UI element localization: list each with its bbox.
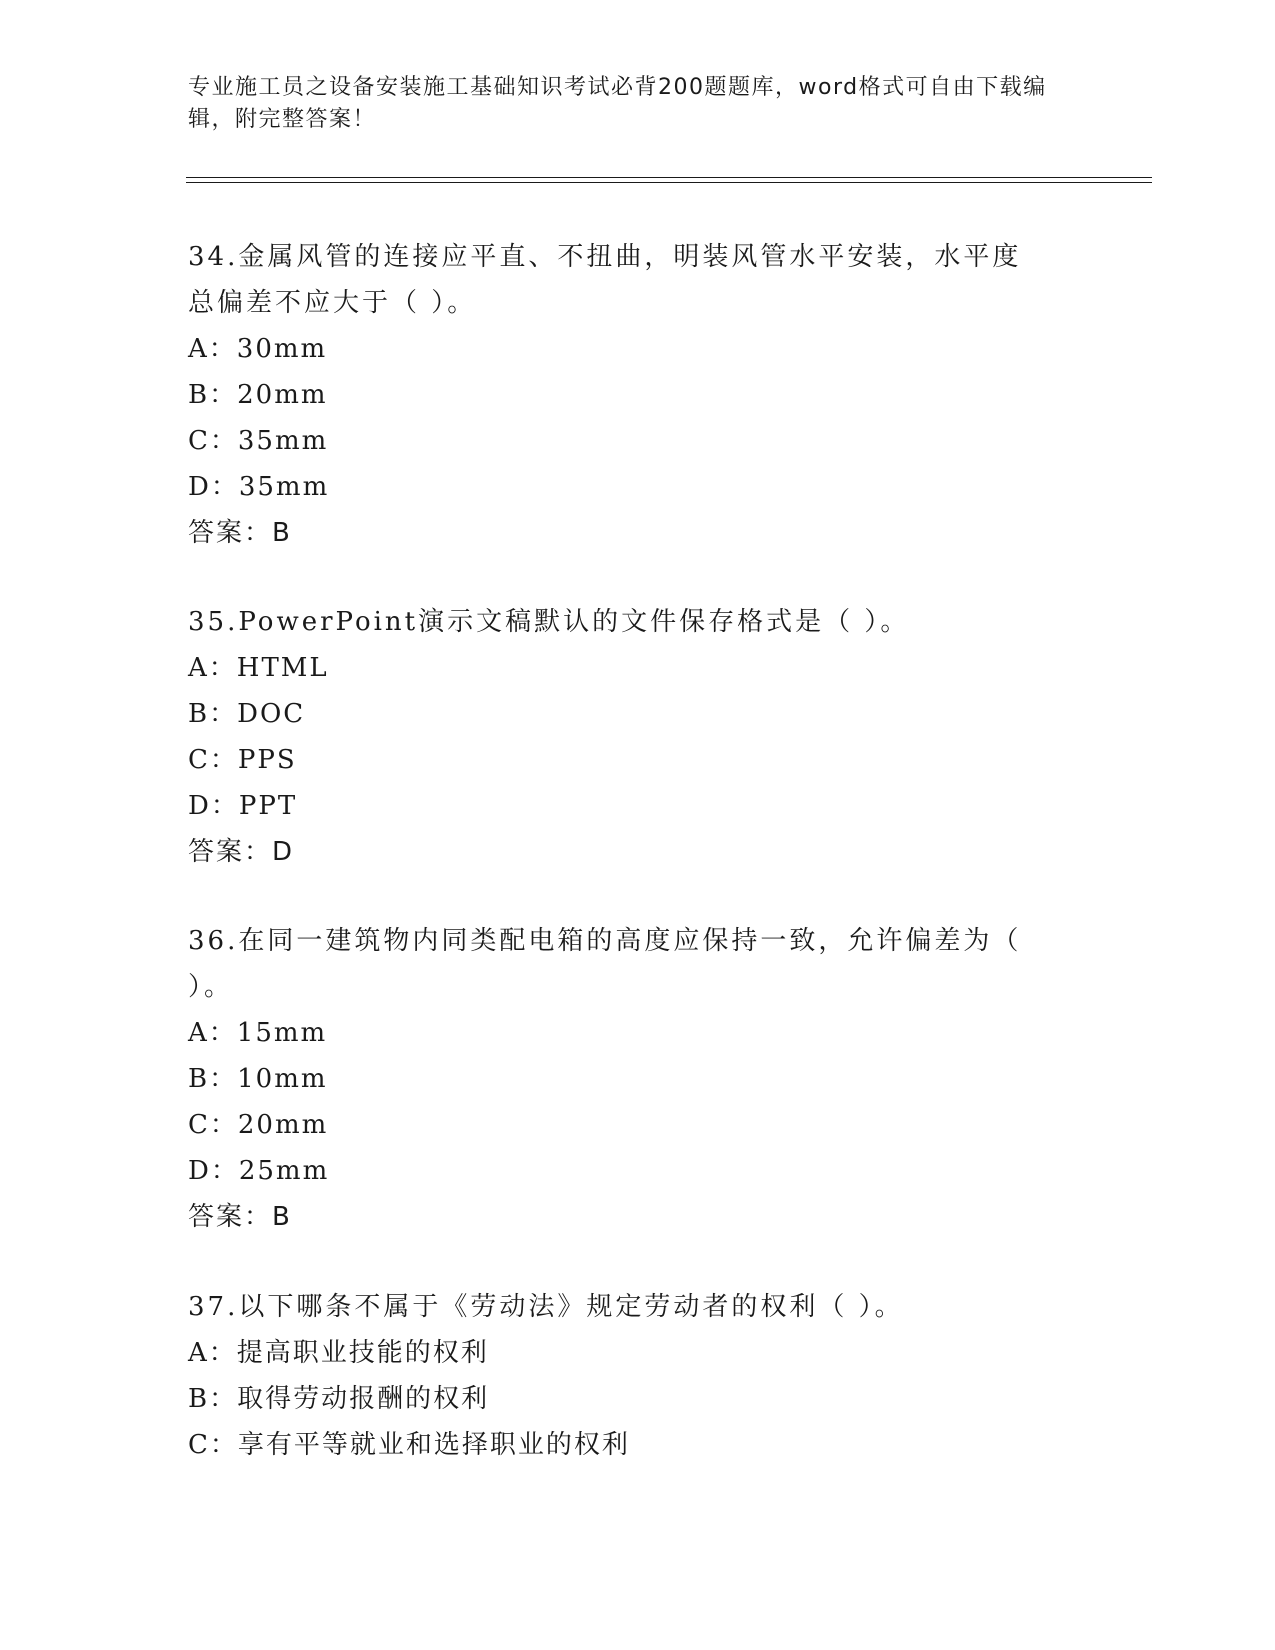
answer: 答案：D — [188, 837, 295, 867]
answer: 答案：B — [188, 1202, 292, 1232]
header-divider-top — [186, 177, 1152, 178]
option-b: B：20mm — [188, 380, 328, 410]
option-d: D：PPT — [188, 791, 298, 821]
question-34 — [188, 234, 1088, 556]
option-b: B：取得劳动报酬的权利 — [188, 1384, 490, 1414]
question-36 — [188, 918, 1088, 1240]
option-c: C：35mm — [188, 426, 329, 456]
header-divider-bottom — [186, 182, 1152, 183]
answer: 答案：B — [188, 518, 292, 548]
option-a: A：30mm — [188, 334, 328, 364]
option-c: C：享有平等就业和选择职业的权利 — [188, 1430, 630, 1460]
option-b: B：10mm — [188, 1064, 328, 1094]
question-35 — [188, 599, 1088, 875]
option-c: C：20mm — [188, 1110, 329, 1140]
page-header: 专业施工员之设备安装施工基础知识考试必背200题题库，word格式可自由下载编辑，附完整答案！ — [188, 75, 1047, 132]
question-stem: 37.以下哪条不属于《劳动法》规定劳动者的权利（ ）。 — [188, 1292, 904, 1322]
option-a: A：15mm — [188, 1018, 328, 1048]
option-c: C：PPS — [188, 745, 297, 775]
option-d: D：25mm — [188, 1156, 330, 1186]
option-a: A：提高职业技能的权利 — [188, 1338, 489, 1368]
question-stem: 34.金属风管的连接应平直、不扭曲，明装风管水平安装，水平度总偏差不应大于（ ）。 — [188, 242, 1022, 318]
question-stem: 36.在同一建筑物内同类配电箱的高度应保持一致，允许偏差为（ ）。 — [188, 926, 1022, 1002]
option-d: D：35mm — [188, 472, 330, 502]
option-a: A：HTML — [188, 653, 329, 683]
question-stem: 35.PowerPoint演示文稿默认的文件保存格式是（ ）。 — [188, 607, 910, 637]
option-b: B：DOC — [188, 699, 306, 729]
question-37 — [188, 1284, 1088, 1468]
